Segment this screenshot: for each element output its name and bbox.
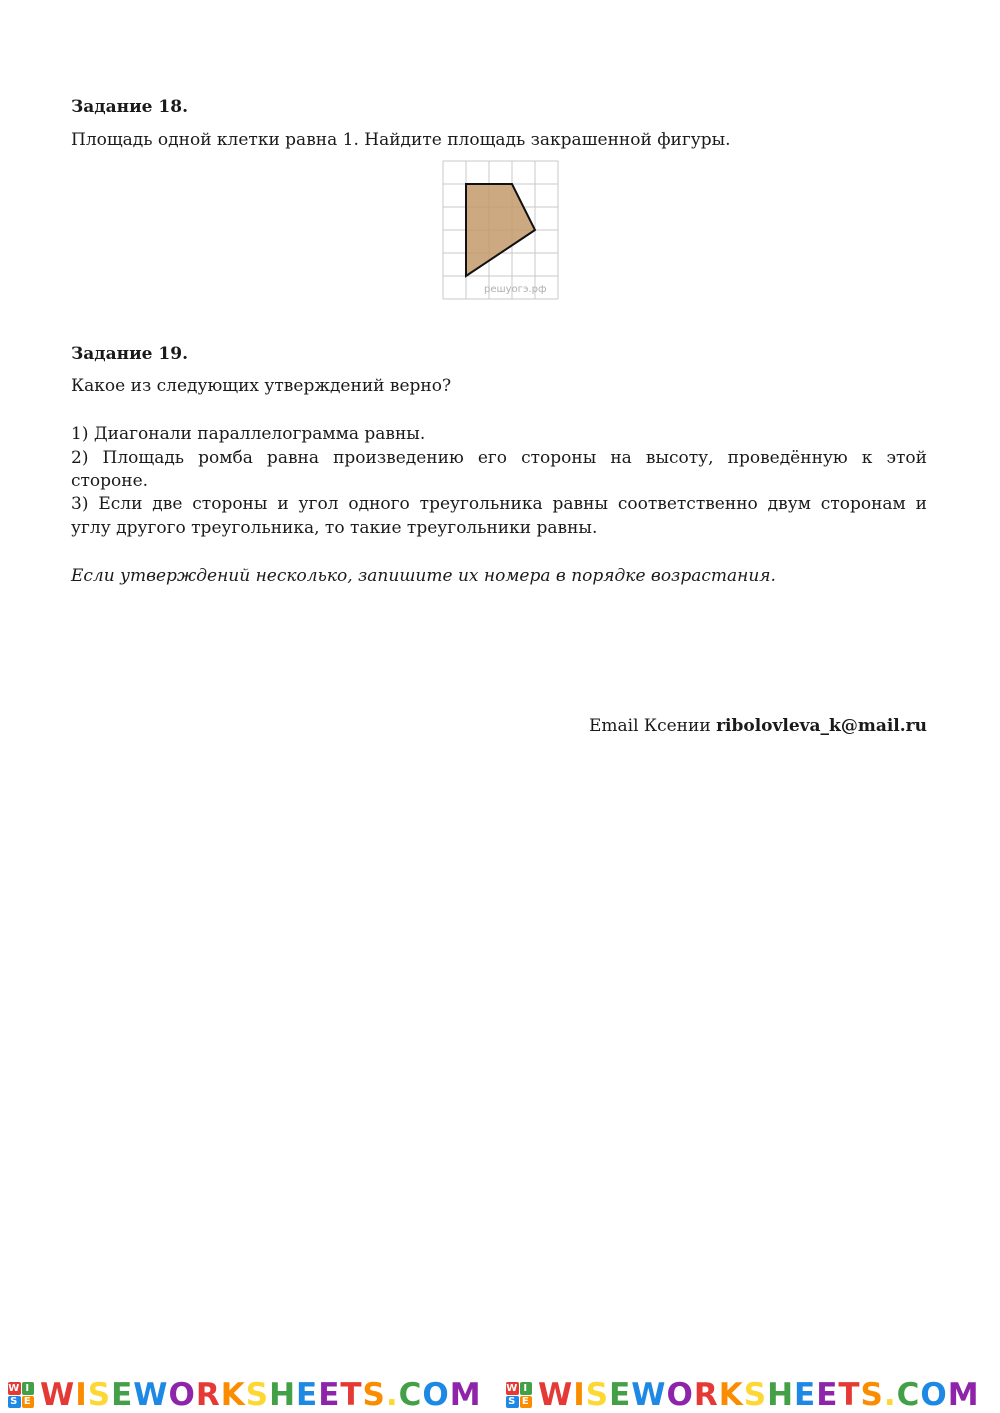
task19-title: Задание 19. xyxy=(71,344,188,364)
brand-letter: E xyxy=(318,1377,341,1413)
brand-letter: O xyxy=(666,1377,694,1413)
brand-letter: M xyxy=(947,1377,980,1413)
statement-3: 3) Если две стороны и угол одного треугольника равны соответственно двум сторонам и xyxy=(71,494,927,514)
contact-line xyxy=(589,714,927,738)
brand-letter: T xyxy=(340,1377,363,1413)
statement-3-cont: углу другого треугольника, то такие треугольники равны. xyxy=(71,518,598,538)
brand-letter: . xyxy=(385,1377,399,1413)
task18-grid-figure xyxy=(442,160,560,300)
brand-letter: . xyxy=(883,1377,897,1413)
statement-1: 1) Диагонали параллелограмма равны. xyxy=(71,424,426,444)
brand-letter: W xyxy=(133,1377,169,1413)
task19-question: Какое из следующих утверждений верно? xyxy=(71,376,452,396)
brand-letter: T xyxy=(838,1377,861,1413)
footer-brand-1 xyxy=(8,1378,482,1412)
brand-letter: S xyxy=(860,1377,884,1413)
contact-label: Email Ксении xyxy=(588,716,711,736)
brand-letter: S xyxy=(245,1377,270,1413)
contact-email[interactable]: ribolovleva_k@mail.ru xyxy=(716,716,927,736)
task18-text: Площадь одной клетки равна 1. Найдите площадь закрашенной фигуры. xyxy=(71,130,731,150)
brand-letter: S xyxy=(743,1377,768,1413)
brand-letter: K xyxy=(220,1377,246,1413)
brand-letter: C xyxy=(398,1377,423,1413)
brand-letter: I xyxy=(573,1377,586,1413)
statement-2-cont: стороне. xyxy=(71,471,149,491)
brand-letter: E xyxy=(816,1377,839,1413)
brand-letter: S xyxy=(362,1377,386,1413)
statement-2: 2) Площадь ромба равна произведению его стороны на высоту, проведённую к этой xyxy=(71,448,927,468)
brand-letter: W xyxy=(631,1377,667,1413)
brand-letter: O xyxy=(920,1377,948,1413)
brand-letter: R xyxy=(195,1377,221,1413)
brand-text xyxy=(538,1377,980,1413)
brand-letter: W xyxy=(538,1377,574,1413)
brand-letter: E xyxy=(111,1377,134,1413)
brand-letter: H xyxy=(269,1377,297,1413)
watermark: решуогэ.рф xyxy=(484,284,547,295)
brand-letter: E xyxy=(794,1377,817,1413)
task18-title: Задание 18. xyxy=(71,97,188,117)
brand-letter: C xyxy=(896,1377,921,1413)
wiseworksheets-logo-icon: W I S E xyxy=(8,1382,34,1408)
brand-text xyxy=(40,1377,482,1413)
brand-letter: O xyxy=(168,1377,196,1413)
task19-instruction: Если утверждений несколько, запишите их номера в порядке возрастания. xyxy=(71,566,776,586)
brand-letter: S xyxy=(585,1377,610,1413)
brand-letter: M xyxy=(449,1377,482,1413)
brand-letter: R xyxy=(693,1377,719,1413)
brand-letter: E xyxy=(609,1377,632,1413)
shaded-polygon xyxy=(466,184,535,276)
brand-letter: O xyxy=(422,1377,450,1413)
brand-letter: W xyxy=(40,1377,76,1413)
brand-letter: S xyxy=(87,1377,112,1413)
wiseworksheets-logo-icon: W I S E xyxy=(506,1382,532,1408)
brand-letter: I xyxy=(75,1377,88,1413)
brand-letter: E xyxy=(296,1377,319,1413)
brand-letter: H xyxy=(767,1377,795,1413)
footer-brand-2 xyxy=(506,1378,980,1412)
brand-letter: K xyxy=(718,1377,744,1413)
